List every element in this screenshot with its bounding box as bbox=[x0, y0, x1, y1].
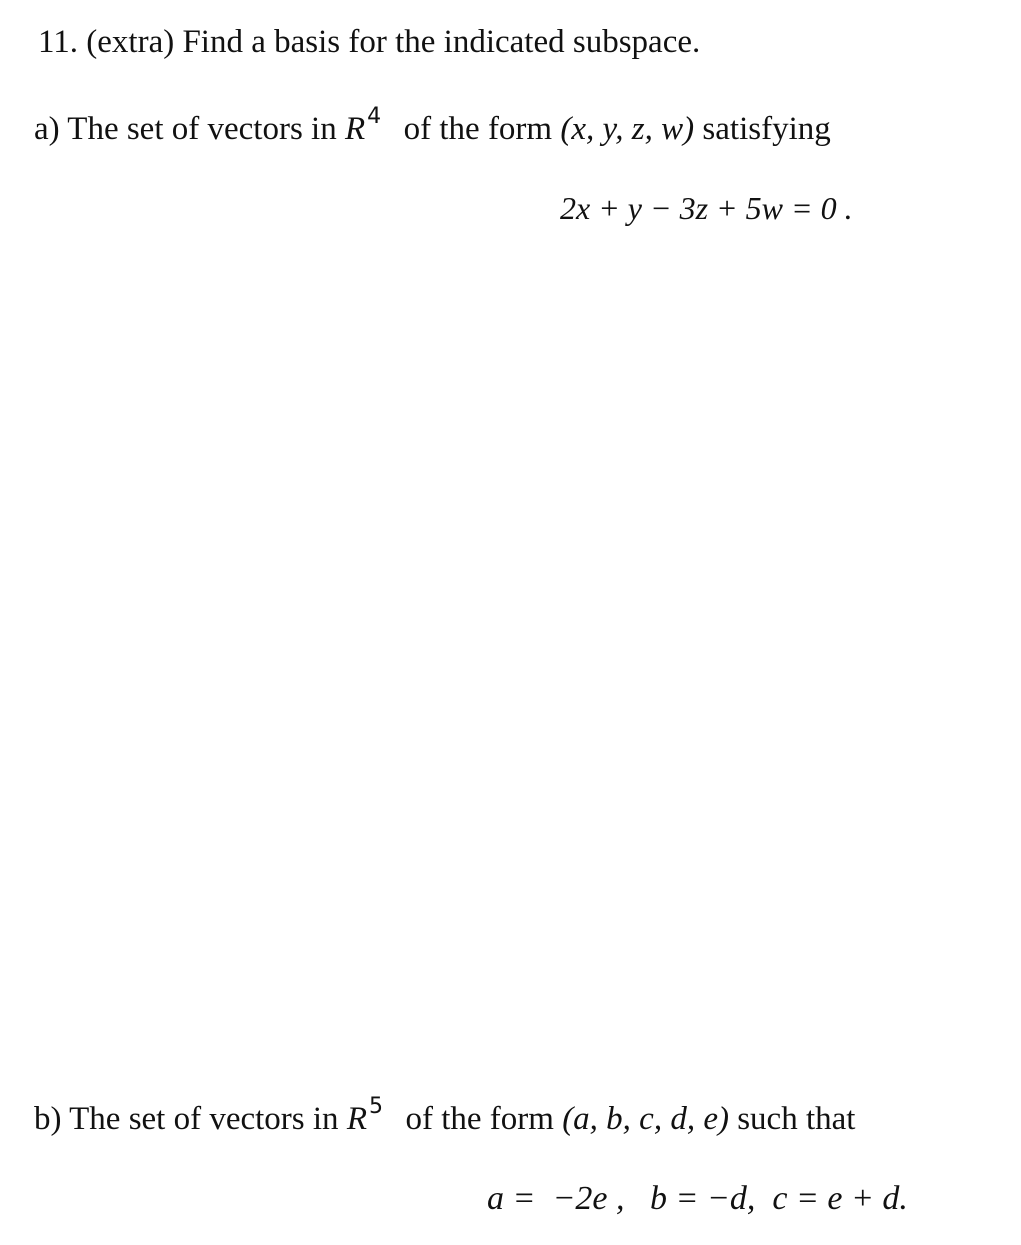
part-a-space-symbol: R bbox=[344, 111, 366, 147]
part-a-label: a) The set of vectors in bbox=[34, 111, 337, 147]
problem-heading bbox=[38, 26, 700, 59]
part-a-vector-form: (x, y, z, w) bbox=[560, 111, 695, 147]
part-a-mid-text: of the form bbox=[403, 111, 553, 147]
part-a-statement bbox=[34, 104, 831, 147]
part-a-equation bbox=[560, 192, 853, 224]
part-b-constraints-text: a = −2e , b = −d, c = e + d. bbox=[487, 1180, 908, 1217]
part-b-label: b) The set of vectors in bbox=[34, 1101, 339, 1137]
part-b-mid-text: of the form bbox=[405, 1101, 554, 1137]
part-b-tail-text: such that bbox=[737, 1101, 856, 1137]
part-b-constraints bbox=[470, 1148, 908, 1216]
part-a-tail-text: satisfying bbox=[702, 111, 831, 147]
part-b-vector-form: (a, b, c, d, e) bbox=[562, 1101, 729, 1137]
part-a-space-dim: 4 bbox=[367, 104, 382, 129]
part-b-space-dim: 5 bbox=[368, 1094, 383, 1119]
part-b-space-symbol: R bbox=[346, 1101, 367, 1137]
part-b-statement bbox=[34, 1094, 856, 1137]
problem-heading-text: 11. (extra) Find a basis for the indicated subspace. bbox=[38, 24, 701, 60]
part-a-equation-text: 2x + y − 3z + 5w = 0 . bbox=[560, 190, 853, 226]
